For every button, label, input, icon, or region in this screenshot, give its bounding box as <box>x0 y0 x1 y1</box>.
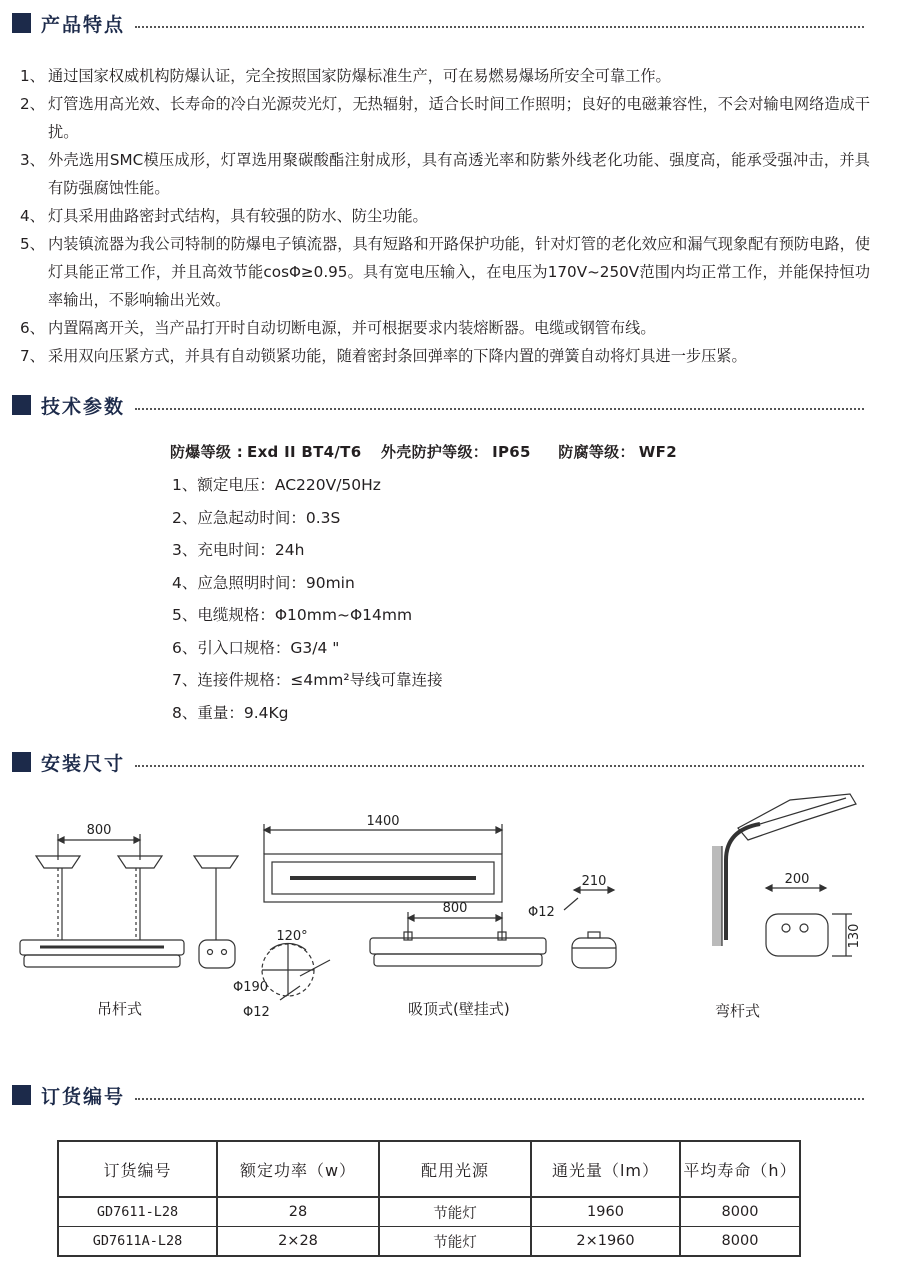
item-number: 1、 <box>20 67 45 85</box>
leader-line <box>564 898 578 910</box>
item-number: 7、 <box>20 347 45 365</box>
spec-item: 4、应急照明时间：90min <box>172 573 355 592</box>
column-header: 通光量（lm） <box>531 1141 680 1197</box>
table-header-row <box>58 1141 800 1197</box>
pendant-caption: 吊杆式 <box>97 1000 143 1018</box>
ip-value: IP65 <box>492 443 531 461</box>
cell-order-code: GD7611-L28 <box>58 1197 217 1227</box>
ip-label: 外壳防护等级： <box>380 443 489 461</box>
dotted-divider <box>135 408 864 410</box>
arrow-head <box>766 885 772 891</box>
dim-130-label: 130 <box>847 923 862 949</box>
lamp-diffuser <box>24 955 180 967</box>
arrow-head <box>496 915 502 921</box>
section-header-install <box>12 749 864 775</box>
section-marker <box>12 752 31 772</box>
lamp-side-detail <box>208 950 213 955</box>
section-title: 安装尺寸 <box>41 752 126 775</box>
cell-lifetime: 8000 <box>680 1197 800 1227</box>
spec-item: 1、额定电压：AC220V/50Hz <box>172 476 381 494</box>
column-header: 订货编号 <box>58 1141 217 1197</box>
lamp-body <box>370 938 546 954</box>
spec-item: 6、引入口规格：G3/4 " <box>172 638 340 657</box>
lamp-side-detail <box>222 950 227 955</box>
spec-item: 3、充电时间：24h <box>172 541 305 559</box>
cell-lifetime: 8000 <box>680 1227 800 1257</box>
section-header-specs <box>12 392 864 418</box>
explosion-label: 防爆等级 : <box>170 443 244 461</box>
features-list <box>20 62 870 370</box>
lamp-side-view <box>572 938 616 968</box>
list-item <box>20 202 870 230</box>
section-marker <box>12 13 31 33</box>
item-number: 2、 <box>20 95 45 113</box>
wall-hatch <box>712 846 722 946</box>
item-text: 通过国家权威机构防爆认证，完全按照国家防爆标准生产，可在易燃易爆场所安全可靠工作。 <box>48 67 671 85</box>
section-header-features <box>12 10 864 36</box>
lamp-side-detail <box>800 924 808 932</box>
bracket-mount-drawing <box>712 794 862 956</box>
dim-800-label: 800 <box>442 901 468 916</box>
dim-1400-label: 1400 <box>366 814 400 829</box>
dotted-divider <box>135 26 864 28</box>
explosion-value: Exd II BT4/T6 <box>247 443 362 461</box>
list-item <box>20 314 870 342</box>
cell-power: 28 <box>217 1197 379 1227</box>
cell-luminous-flux: 2×1960 <box>531 1227 680 1257</box>
table-row <box>58 1197 800 1227</box>
dotted-divider <box>135 765 864 767</box>
corrosion-value: WF2 <box>638 443 677 461</box>
protection-ratings <box>170 441 681 462</box>
curved-arm <box>726 824 760 940</box>
column-header: 平均寿命（h） <box>680 1141 800 1197</box>
corrosion-label: 防腐等级： <box>558 443 635 461</box>
arrow-head <box>574 887 580 893</box>
cell-order-code: GD7611A-L28 <box>58 1227 217 1257</box>
cell-luminous-flux: 1960 <box>531 1197 680 1227</box>
lamp-side-view <box>199 940 235 968</box>
diameter-12-label: Φ12 <box>243 1005 270 1020</box>
dotted-divider <box>135 1098 864 1100</box>
spec-item: 2、应急起动时间：0.3S <box>172 508 341 527</box>
dim-200-label: 200 <box>784 872 810 887</box>
ceiling-caption: 吸顶式(壁挂式) <box>408 1000 510 1018</box>
list-item <box>20 230 870 314</box>
spec-item: 5、电缆规格：Φ10mm~Φ14mm <box>172 606 413 624</box>
arrow-head <box>496 827 502 833</box>
arrow-head <box>264 827 270 833</box>
bracket-caption: 弯杆式 <box>715 1002 761 1020</box>
item-text: 外壳选用SMC模压成形，灯罩选用聚碳酸酯注射成形，具有高透光率和防紫外线老化功能、强度高，能承受强冲击，并具有防强腐蚀性能。 <box>48 151 870 197</box>
item-number: 6、 <box>20 319 45 337</box>
leader-line <box>280 986 300 1000</box>
arrow-head <box>820 885 826 891</box>
list-item <box>20 62 870 90</box>
leader-line <box>300 960 330 976</box>
column-header: 配用光源 <box>379 1141 531 1197</box>
section-header-order <box>12 1082 864 1108</box>
item-number: 3、 <box>20 151 45 169</box>
diameter-190-label: Φ190 <box>233 980 269 995</box>
list-item <box>20 90 870 146</box>
lamp-side-view <box>766 914 828 956</box>
item-text: 内装镇流器为我公司特制的防爆电子镇流器，具有短路和开路保护功能，针对灯管的老化效应和漏气现象配有预防电路，使灯具能正常工作，并且高效节能cosΦ≥0.95。具有宽电压输入，在电压为170V~250V范围内均正常工作，并能保持恒功率输出，不影响输出光效。 <box>48 235 871 309</box>
section-marker <box>12 1085 31 1105</box>
section-title: 订货编号 <box>41 1085 126 1108</box>
item-text: 灯具采用曲路密封式结构，具有较强的防水、防尘功能。 <box>48 207 428 225</box>
item-text: 灯管选用高光效、长寿命的冷白光源荧光灯，无热辐射，适合长时间工作照明；良好的电磁兼容性，不会对输电网络造成干扰。 <box>48 95 870 141</box>
lamp-diffuser <box>374 954 542 966</box>
lamp-side-detail <box>782 924 790 932</box>
spec-list <box>172 469 443 729</box>
spec-item: 7、连接件规格：≤4mm²导线可靠连接 <box>172 671 443 689</box>
section-title: 产品特点 <box>41 13 126 36</box>
item-text: 采用双向压紧方式，并具有自动锁紧功能，随着密封条回弹率的下降内置的弹簧自动将灯具进一步压紧。 <box>48 347 747 365</box>
list-item <box>20 146 870 202</box>
diameter-12-label: Φ12 <box>528 905 555 920</box>
section-title: 技术参数 <box>41 395 126 418</box>
cell-power: 2×28 <box>217 1227 379 1257</box>
arrow-head <box>58 837 64 843</box>
dim-210-label: 210 <box>581 874 607 889</box>
table-row <box>58 1227 800 1257</box>
arrow-head <box>408 915 414 921</box>
ceiling-mount-drawing <box>264 814 616 968</box>
arrow-head <box>134 837 140 843</box>
column-header: 额定功率（w） <box>217 1141 379 1197</box>
cell-light-source: 节能灯 <box>379 1197 531 1227</box>
mounting-bracket <box>588 932 600 938</box>
dim-800-label: 800 <box>86 823 112 838</box>
list-item <box>20 342 870 370</box>
ceiling-canopy <box>194 856 238 868</box>
item-text: 内置隔离开关，当产品打开时自动切断电源，并可根据要求内装熔断器。电缆或钢管布线。 <box>48 319 656 337</box>
arrow-head <box>608 887 614 893</box>
cell-light-source: 节能灯 <box>379 1227 531 1257</box>
installation-drawings <box>0 790 900 1030</box>
angle-label: 120° <box>276 929 308 944</box>
pendant-mount-drawing <box>20 823 330 1020</box>
item-number: 5、 <box>20 235 45 253</box>
spec-item: 8、重量：9.4Kg <box>172 703 289 722</box>
section-marker <box>12 395 31 415</box>
order-table <box>57 1140 801 1257</box>
item-number: 4、 <box>20 207 45 225</box>
